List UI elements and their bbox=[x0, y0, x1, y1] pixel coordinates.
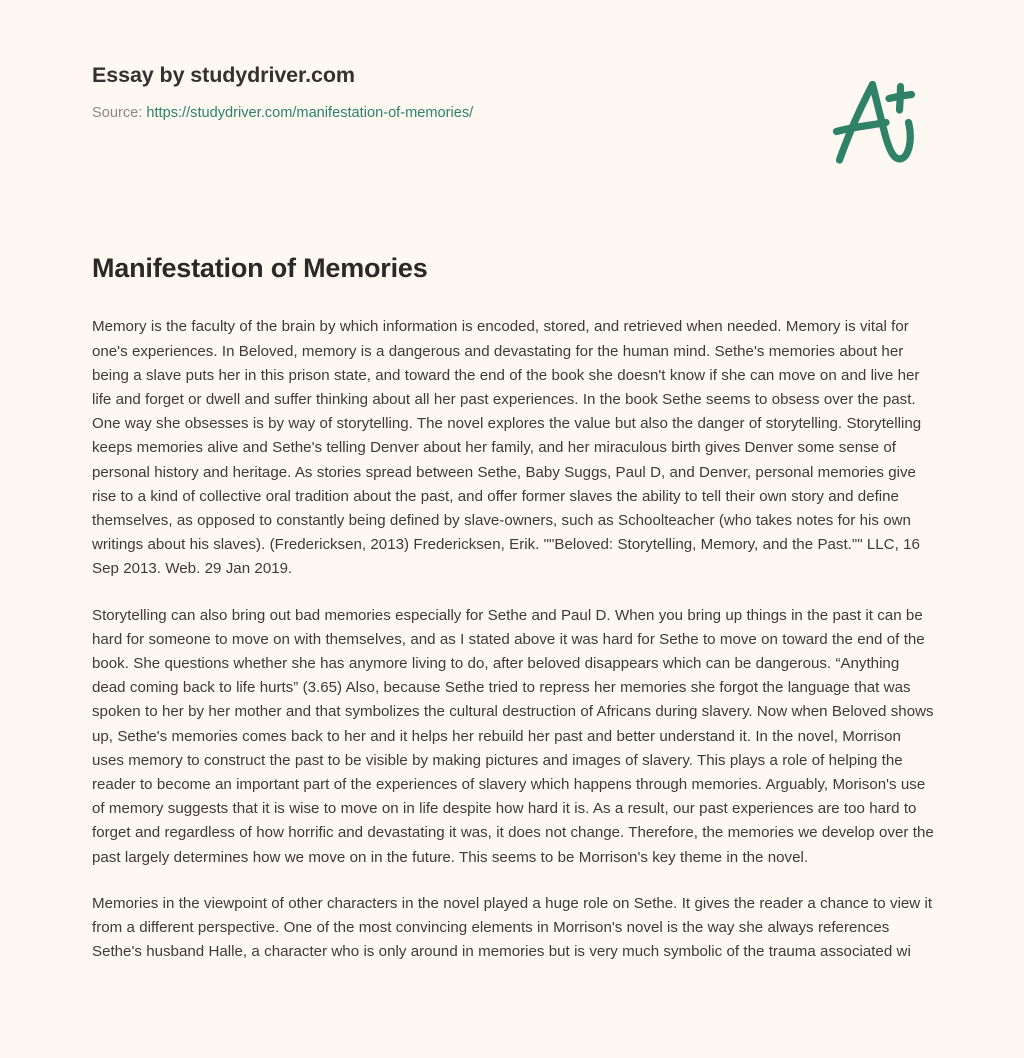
article-body bbox=[92, 315, 934, 964]
source-url-link[interactable]: https://studydriver.com/manifestation-of-memories/ bbox=[146, 104, 474, 121]
a-plus-logo-icon bbox=[812, 62, 930, 180]
paragraph: Memories in the viewpoint of other characters in the novel played a huge role on Sethe. It gives the reader a chance to view it from a different perspective. One of the most convincing elements in Morrison's novel is the way she always references Sethe's husband Halle, a character who is only around in memories but is very much symbolic of the trauma associated wi bbox=[92, 894, 933, 961]
paragraph: Storytelling can also bring out bad memories especially for Sethe and Paul D. When you bring up things in the past it can be hard for someone to move on with themselves, and as I stated above it was hard for Sethe to move on toward the end of the book. She questions whether she has anymore living to do, after beloved disappears which can be dangerous. “Anything dead coming back to life hurts” (3.65) Also, because Sethe tried to repress her memories she forgot the language that was spoken to her by her mother and that symbolizes the cultural destruction of Africans during slavery. Now when Beloved shows up, Sethe's memories comes back to her and it helps her rebuild her past and better understand it. In the novel, Morrison uses memory to construct the past to be visible by making pictures and images of slavery. This plays a role of helping the reader to become an important part of the experiences of slavery which happens through memories. Arguably, Morison's use of memory suggests that it is wise to move on in life despite how hard it is. As a result, our past experiences are too hard to forget and regardless of how horrific and devastating it was, it does not change. Therefore, the memories we develop over the past largely determines how we move on in the future. This seems to be Morrison's key theme in the novel. bbox=[92, 606, 934, 866]
source-line bbox=[92, 104, 932, 123]
source-label: Source: bbox=[92, 104, 143, 121]
page-header bbox=[92, 62, 932, 123]
essay-byline: Essay by studydriver.com bbox=[92, 63, 355, 87]
article bbox=[92, 252, 934, 964]
paragraph: Memory is the faculty of the brain by which information is encoded, stored, and retrieved when needed. Memory is vital for one's experiences. In Beloved, memory is a dangerous and devastating for the human mind. Sethe's memories about her being a slave puts her in this prison state, and toward the end of the book she doesn't know if she can move on and live her life and forget or dwell and suffer thinking about all her past experiences. In the book Sethe seems to obsess over the past. One way she obsesses is by way of storytelling. The novel explores the value but also the danger of storytelling. Storytelling keeps memories alive and Sethe's telling Denver about her family, and her miraculous birth gives Denver some sense of personal history and heritage. As stories spread between Sethe, Baby Suggs, Paul D, and Denver, personal memories give rise to a kind of collective oral tradition about the past, and offer former slaves the ability to tell their own story and define themselves, as opposed to constantly being defined by slave-owners, such as Schoolteacher (who takes notes for his own writings about his slaves). (Fredericksen, 2013) Fredericksen, Erik. ""Beloved: Storytelling, Memory, and the Past."" LLC, 16 Sep 2013. Web. 29 Jan 2019. bbox=[92, 318, 922, 578]
page-title: Manifestation of Memories bbox=[92, 253, 428, 283]
a-plus-logo bbox=[812, 62, 930, 180]
